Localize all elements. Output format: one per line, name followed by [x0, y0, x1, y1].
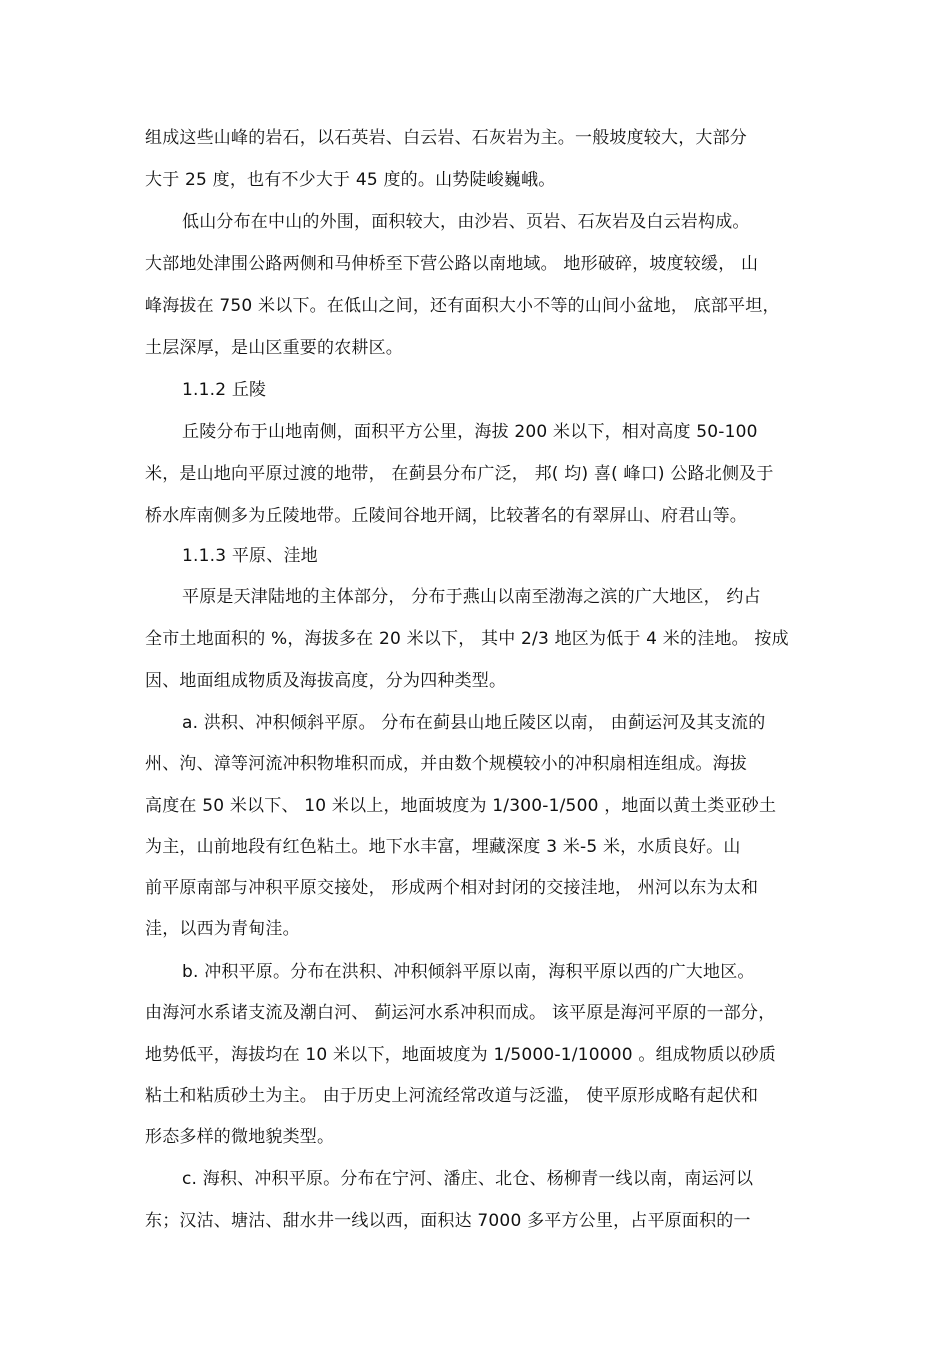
text-line: 州、泃、漳等河流冲积物堆积而成，并由数个规模较小的冲积扇相连组成。海拔: [145, 754, 747, 774]
text-line: 桥水库南侧多为丘陵地带。丘陵间谷地开阔，比较著名的有翠屏山、府君山等。: [145, 506, 747, 526]
text-line: b. 冲积平原。分布在洪积、冲积倾斜平原以南，海积平原以西的广大地区。: [182, 962, 755, 982]
text-line: 低山分布在中山的外围，面积较大，由沙岩、页岩、石灰岩及白云岩构成。: [182, 212, 750, 232]
text-line: 米，是山地向平原过渡的地带， 在蓟县分布广泛， 邦( 均) 喜( 峰口) 公路北侧及于: [145, 464, 774, 484]
text-line: 全市土地面积的 %，海拔多在 20 米以下， 其中 2/3 地区为低于 4 米的洼地。 按成: [145, 629, 789, 649]
text-line: 大部地处津围公路两侧和马伸桥至下营公路以南地域。 地形破碎，坡度较缓， 山: [145, 254, 759, 274]
text-line: 组成这些山峰的岩石，以石英岩、白云岩、石灰岩为主。一般坡度较大，大部分: [145, 128, 747, 148]
section-heading: 1.1.3 平原、洼地: [182, 546, 318, 566]
text-line: 高度在 50 米以下、 10 米以上，地面坡度为 1/300-1/500 ，地面以黄土类亚砂土: [145, 796, 777, 816]
text-line: 粘土和粘质砂土为主。 由于历史上河流经常改道与泛滥， 使平原形成略有起伏和: [145, 1086, 759, 1106]
text-line: 由海河水系诸支流及潮白河、 蓟运河水系冲积而成。 该平原是海河平原的一部分，: [145, 1003, 776, 1023]
text-line: 土层深厚，是山区重要的农耕区。: [145, 338, 403, 358]
text-line: 为主，山前地段有红色粘土。地下水丰富，埋藏深度 3 米-5 米，水质良好。山: [145, 837, 741, 857]
text-line: 峰海拔在 750 米以下。在低山之间，还有面积大小不等的山间小盆地， 底部平坦，: [145, 296, 780, 316]
text-line: a. 洪积、冲积倾斜平原。 分布在蓟县山地丘陵区以南， 由蓟运河及其支流的: [182, 713, 766, 733]
text-line: c. 海积、冲积平原。分布在宁河、潘庄、北仓、杨柳青一线以南，南运河以: [182, 1169, 754, 1189]
text-line: 东；汉沽、塘沽、甜水井一线以西，面积达 7000 多平方公里，占平原面积的一: [145, 1211, 751, 1231]
text-line: 因、地面组成物质及海拔高度，分为四种类型。: [145, 671, 507, 691]
text-line: 丘陵分布于山地南侧，面积平方公里，海拔 200 米以下，相对高度 50-100: [182, 422, 758, 442]
text-line: 前平原南部与冲积平原交接处， 形成两个相对封闭的交接洼地， 州河以东为太和: [145, 878, 759, 898]
text-line: 洼，以西为青甸洼。: [145, 919, 300, 939]
text-line: 大于 25 度，也有不少大于 45 度的。山势陡峻巍峨。: [145, 170, 556, 190]
text-line: 形态多样的微地貌类型。: [145, 1127, 335, 1147]
section-heading: 1.1.2 丘陵: [182, 380, 267, 400]
text-line: 平原是天津陆地的主体部分， 分布于燕山以南至渤海之滨的广大地区， 约占: [182, 587, 761, 607]
text-line: 地势低平，海拔均在 10 米以下，地面坡度为 1/5000-1/10000 。组成物质以砂质: [145, 1045, 777, 1065]
